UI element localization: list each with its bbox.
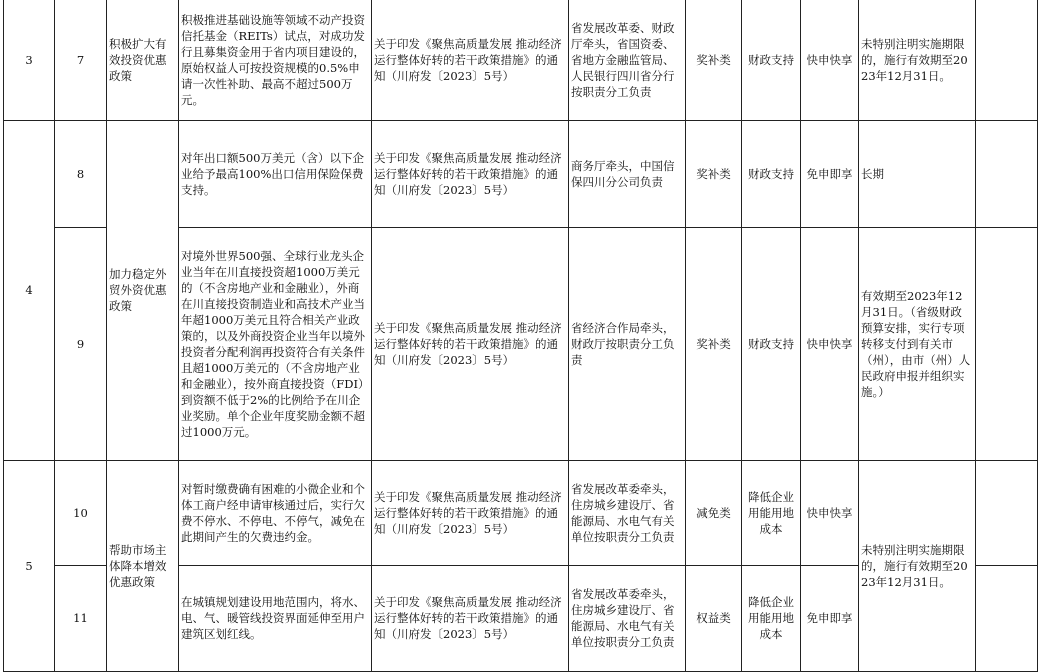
group-number-cell: 3	[4, 0, 55, 120]
application-mode-cell: 快申快享	[801, 227, 859, 460]
remarks-cell	[976, 565, 1038, 671]
remarks-cell	[976, 0, 1038, 120]
policy-document-cell: 关于印发《聚焦高质量发展 推动经济运行整体好转的若干政策措施》的通知（川府发〔2023〕5号）	[372, 227, 569, 460]
support-method-cell: 财政支持	[742, 227, 801, 460]
responsible-department-cell: 商务厅牵头，中国信保四川分公司负责	[569, 120, 686, 227]
policy-content-cell: 对暂时缴费确有困难的小微企业和个体工商户经申请审核通过后，实行欠费不停水、不停电、不停气，减免在此期间产生的欠费违约金。	[179, 460, 372, 565]
validity-cell: 长期	[859, 120, 976, 227]
remarks-cell	[976, 460, 1038, 565]
group-number-cell: 4	[4, 120, 55, 460]
category-cell: 奖补类	[686, 120, 742, 227]
policy-document-cell: 关于印发《聚焦高质量发展 推动经济运行整体好转的若干政策措施》的通知（川府发〔2023〕5号）	[372, 565, 569, 671]
group-number-cell: 5	[4, 460, 55, 671]
policy-content-cell: 积极推进基础设施等领域不动产投资信托基金（REITs）试点，对成功发行且募集资金用于省内项目建设的，原始权益人可按投资规模的0.5%申请一次性补助、最高不超过500万元。	[179, 0, 372, 120]
category-cell: 奖补类	[686, 227, 742, 460]
policy-document-cell: 关于印发《聚焦高质量发展 推动经济运行整体好转的若干政策措施》的通知（川府发〔2023〕5号）	[372, 460, 569, 565]
item-number-cell: 11	[55, 565, 107, 671]
category-cell: 奖补类	[686, 0, 742, 120]
application-mode-cell: 免申即享	[801, 120, 859, 227]
item-number-cell: 8	[55, 120, 107, 227]
application-mode-cell: 快申快享	[801, 0, 859, 120]
responsible-department-cell: 省经济合作局牵头，财政厅按职责分工负责	[569, 227, 686, 460]
responsible-department-cell: 省发展改革委、财政厅牵头，省国资委、省地方金融监管局、人民银行四川省分行按职责分工负责	[569, 0, 686, 120]
remarks-cell	[976, 227, 1038, 460]
policy-name-cell: 帮助市场主体降本增效优惠政策	[107, 460, 179, 671]
validity-cell: 有效期至2023年12月31日。（省级财政预算安排，实行专项转移支付到有关市（州），由市（州）人民政府申报并组织实施。）	[859, 227, 976, 460]
responsible-department-cell: 省发展改革委牵头，住房城乡建设厅、省能源局、水电气有关单位按职责分工负责	[569, 460, 686, 565]
support-method-cell: 降低企业用能用地成本	[742, 565, 801, 671]
item-number-cell: 10	[55, 460, 107, 565]
support-method-cell: 降低企业用能用地成本	[742, 460, 801, 565]
policy-document-cell: 关于印发《聚焦高质量发展 推动经济运行整体好转的若干政策措施》的通知（川府发〔2023〕5号）	[372, 0, 569, 120]
responsible-department-cell: 省发展改革委牵头，住房城乡建设厅、省能源局、水电气有关单位按职责分工负责	[569, 565, 686, 671]
application-mode-cell: 快申快享	[801, 460, 859, 565]
policy-document-cell: 关于印发《聚焦高质量发展 推动经济运行整体好转的若干政策措施》的通知（川府发〔2023〕5号）	[372, 120, 569, 227]
application-mode-cell: 免申即享	[801, 565, 859, 671]
policy-content-cell: 在城镇规划建设用地范围内，将水、电、气、暖管线投资界面延伸至用户建筑区划红线。	[179, 565, 372, 671]
table-row	[4, 120, 1038, 227]
policy-name-cell: 加力稳定外贸外资优惠政策	[107, 120, 179, 460]
policy-content-cell: 对年出口额500万美元（含）以下企业给予最高100%出口信用保险保费支持。	[179, 120, 372, 227]
validity-cell: 未特别注明实施期限的，施行有效期至2023年12月31日。	[859, 0, 976, 120]
policy-name-cell: 积极扩大有效投资优惠政策	[107, 0, 179, 120]
validity-cell: 未特别注明实施期限的，施行有效期至2023年12月31日。	[859, 460, 976, 671]
policy-content-cell: 对境外世界500强、全球行业龙头企业当年在川直接投资超1000万美元的（不含房地产业和金融业），外商在川直接投资制造业和高技术产业当年超1000万美元且符合相关产业政策的，以及外商投资企业当年以境外投资者分配利润再投资符合有关条件且超1000万美元的（不含房地产业和金融业），按外商直接投资（FDI）到资额不低于2%的比例给予在川企业奖励。单个企业年度奖励金额不超过1000万元。	[179, 227, 372, 460]
table-row	[4, 460, 1038, 565]
table-row	[4, 0, 1038, 120]
item-number-cell: 7	[55, 0, 107, 120]
policy-table	[3, 0, 1038, 672]
support-method-cell: 财政支持	[742, 120, 801, 227]
category-cell: 减免类	[686, 460, 742, 565]
support-method-cell: 财政支持	[742, 0, 801, 120]
remarks-cell	[976, 120, 1038, 227]
item-number-cell: 9	[55, 227, 107, 460]
category-cell: 权益类	[686, 565, 742, 671]
